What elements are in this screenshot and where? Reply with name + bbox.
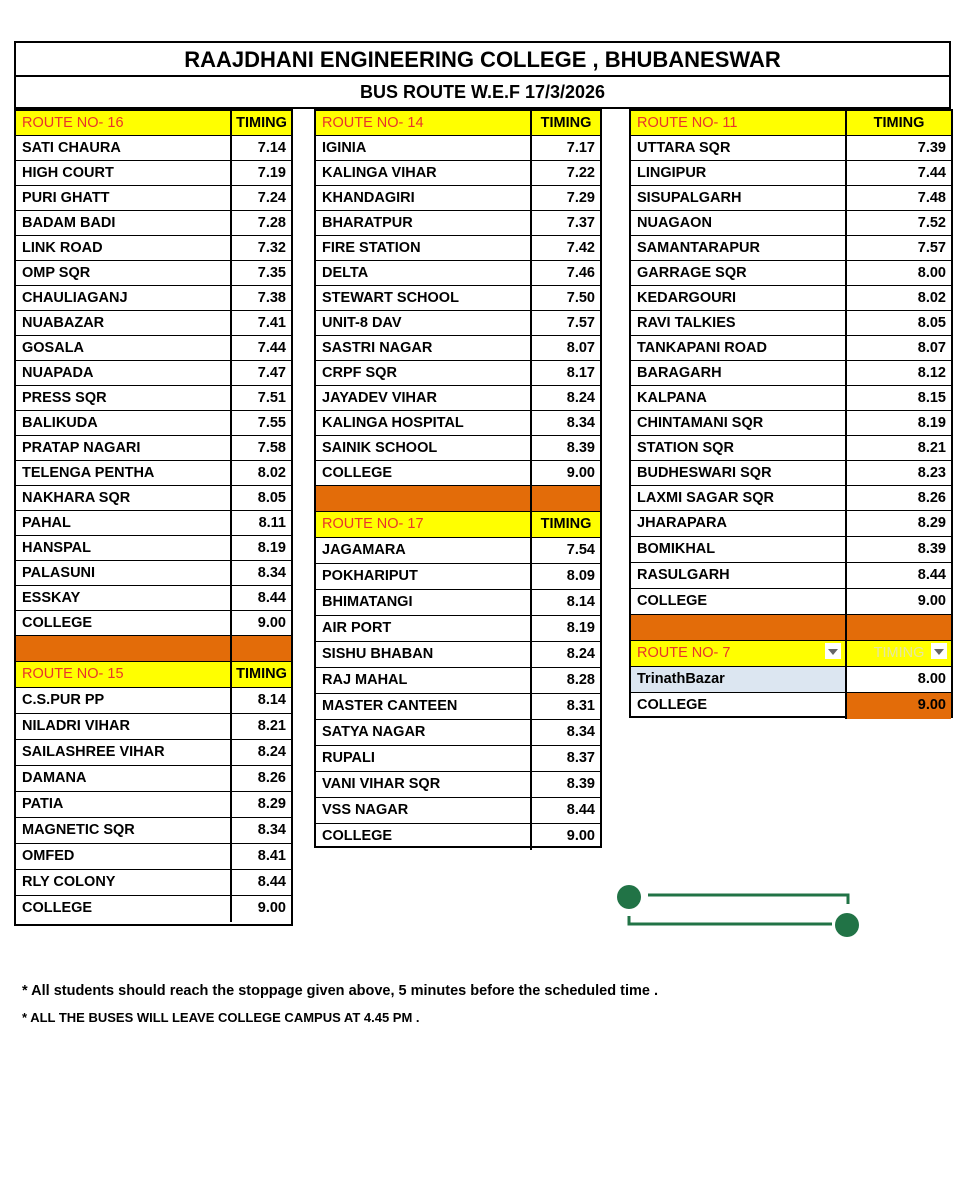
table-row[interactable]: [631, 336, 951, 361]
route-header-label[interactable]: ROUTE NO- 17: [316, 512, 532, 537]
stop-time-cell[interactable]: 8.39: [566, 776, 595, 792]
table-row[interactable]: [316, 590, 600, 616]
stop-name-cell[interactable]: JAYADEV VIHAR: [316, 386, 532, 410]
stop-name-cell[interactable]: C.S.PUR PP: [16, 688, 232, 713]
table-row[interactable]: [16, 740, 291, 766]
table-row[interactable]: [16, 586, 291, 611]
stop-time-cell[interactable]: 8.34: [566, 724, 595, 740]
stop-name-cell[interactable]: BUDHESWARI SQR: [631, 461, 847, 485]
table-row[interactable]: [316, 746, 600, 772]
stop-name-cell[interactable]: JAGAMARA: [316, 538, 532, 563]
stop-time-cell[interactable]: 8.26: [257, 770, 286, 786]
stop-time-cell[interactable]: 7.32: [257, 240, 286, 256]
stop-time-cell[interactable]: 7.39: [917, 140, 946, 156]
college-title: RAAJDHANI ENGINEERING COLLEGE , BHUBANESWAR: [14, 41, 951, 77]
stop-name-cell[interactable]: STEWART SCHOOL: [316, 286, 532, 310]
table-row[interactable]: [631, 161, 951, 186]
stop-name-cell[interactable]: COLLEGE: [316, 461, 532, 485]
stop-name-cell[interactable]: RLY COLONY: [16, 870, 232, 895]
stop-time-cell[interactable]: 8.37: [566, 750, 595, 766]
table-row[interactable]: [631, 236, 951, 261]
stop-name-cell[interactable]: SASTRI NAGAR: [316, 336, 532, 360]
stop-time-cell[interactable]: 7.54: [566, 542, 595, 558]
stop-time-cell[interactable]: 8.19: [566, 620, 595, 636]
table-row[interactable]: [631, 486, 951, 511]
stop-time-cell[interactable]: 7.51: [257, 390, 286, 406]
table-row[interactable]: [631, 261, 951, 286]
table-row[interactable]: [316, 236, 600, 261]
table-row[interactable]: [316, 186, 600, 211]
table-row[interactable]: [631, 537, 951, 563]
table-row[interactable]: [16, 561, 291, 586]
stop-name-cell[interactable]: VANI VIHAR SQR: [316, 772, 532, 797]
r14-header-row[interactable]: [316, 111, 600, 136]
stop-name-cell[interactable]: TANKAPANI ROAD: [631, 336, 847, 360]
stop-name-cell[interactable]: PRATAP NAGARI: [16, 436, 232, 460]
empty-cell[interactable]: [532, 486, 600, 511]
stop-name-cell[interactable]: COLLEGE: [16, 611, 232, 635]
connector-end-handle[interactable]: [835, 913, 859, 937]
stop-name-cell[interactable]: KALPANA: [631, 386, 847, 410]
timing-header[interactable]: TIMING: [847, 111, 951, 135]
stop-name-cell[interactable]: RUPALI: [316, 746, 532, 771]
stop-time-cell[interactable]: 7.44: [917, 165, 946, 181]
stop-name-cell[interactable]: COLLEGE: [16, 896, 232, 922]
stop-time-cell[interactable]: 8.21: [917, 440, 946, 456]
table-row[interactable]: [316, 772, 600, 798]
table-row[interactable]: [631, 361, 951, 386]
stop-name-cell[interactable]: BOMIKHAL: [631, 537, 847, 562]
stop-name-cell[interactable]: CHAULIAGANJ: [16, 286, 232, 310]
highlighted-time-cell[interactable]: 9.00: [847, 693, 951, 719]
table-row[interactable]: [16, 236, 291, 261]
stop-time-cell[interactable]: 8.44: [257, 874, 286, 890]
stop-time-cell[interactable]: 7.22: [566, 165, 595, 181]
stop-time-cell[interactable]: 8.24: [566, 646, 595, 662]
table-row[interactable]: [631, 186, 951, 211]
stop-time-cell[interactable]: 8.26: [917, 490, 946, 506]
stop-time-cell[interactable]: 8.11: [258, 515, 286, 531]
stop-time-cell[interactable]: 8.14: [566, 594, 595, 610]
stop-time-cell[interactable]: 8.29: [917, 515, 946, 531]
empty-cell[interactable]: [316, 486, 532, 511]
stop-time-cell[interactable]: 9.00: [917, 593, 946, 609]
selected-stop-name-cell[interactable]: TrinathBazar: [631, 667, 847, 692]
stop-time-cell[interactable]: 9.00: [566, 465, 595, 481]
table-row[interactable]: [631, 667, 951, 693]
stop-time-cell[interactable]: 7.52: [917, 215, 946, 231]
stop-name-cell[interactable]: PAHAL: [16, 511, 232, 535]
route-header-label[interactable]: ROUTE NO- 7: [631, 641, 847, 666]
table-row[interactable]: [631, 461, 951, 486]
stop-time-cell[interactable]: 7.17: [566, 140, 595, 156]
note-reach-early: * All students should reach the stoppage given above, 5 minutes before the scheduled time .: [22, 983, 658, 999]
table-row[interactable]: [316, 261, 600, 286]
table-row[interactable]: [631, 511, 951, 537]
stop-time-cell[interactable]: 8.44: [566, 802, 595, 818]
table-row[interactable]: [16, 311, 291, 336]
table-row[interactable]: [16, 411, 291, 436]
stop-time-cell[interactable]: 8.02: [917, 290, 946, 306]
stop-time-cell[interactable]: 7.28: [257, 215, 286, 231]
table-row[interactable]: [631, 589, 951, 615]
stop-time-cell[interactable]: 8.31: [566, 698, 595, 714]
stop-name-cell[interactable]: NUABAZAR: [16, 311, 232, 335]
stop-name-cell[interactable]: TELENGA PENTHA: [16, 461, 232, 485]
connector-line-top: [648, 895, 848, 904]
stop-name-cell[interactable]: RASULGARH: [631, 563, 847, 588]
stop-time-cell[interactable]: 7.42: [566, 240, 595, 256]
stop-name-cell[interactable]: JHARAPARA: [631, 511, 847, 536]
table-row[interactable]: [316, 642, 600, 668]
table-row[interactable]: [316, 824, 600, 850]
connector-line-bottom: [629, 916, 832, 924]
table-row[interactable]: [631, 211, 951, 236]
stop-time-cell[interactable]: 9.00: [566, 828, 595, 844]
filter-dropdown-icon[interactable]: [931, 643, 947, 659]
stop-name-cell[interactable]: SATYA NAGAR: [316, 720, 532, 745]
stop-time-cell[interactable]: 8.29: [257, 796, 286, 812]
elbow-connector-shape[interactable]: [612, 880, 864, 942]
stop-time-cell[interactable]: 7.57: [566, 315, 595, 331]
stop-time-cell[interactable]: 9.00: [257, 615, 286, 631]
stop-time-cell[interactable]: 7.44: [257, 340, 286, 356]
stop-name-cell[interactable]: UNIT-8 DAV: [316, 311, 532, 335]
left-column: [14, 109, 293, 926]
stop-time-cell[interactable]: 8.34: [257, 822, 286, 838]
stop-name-cell[interactable]: NILADRI VIHAR: [16, 714, 232, 739]
stop-name-cell[interactable]: LINK ROAD: [16, 236, 232, 260]
stop-name-cell[interactable]: PALASUNI: [16, 561, 232, 585]
stop-time-cell[interactable]: 7.55: [257, 415, 286, 431]
stop-name-cell[interactable]: ESSKAY: [16, 586, 232, 610]
table-row[interactable]: [16, 870, 291, 896]
table-row[interactable]: [16, 261, 291, 286]
stop-name-cell[interactable]: SAINIK SCHOOL: [316, 436, 532, 460]
table-row[interactable]: [316, 720, 600, 746]
route-header-label[interactable]: ROUTE NO- 15: [16, 662, 232, 687]
stop-time-cell[interactable]: 8.09: [566, 568, 595, 584]
table-row[interactable]: [316, 161, 600, 186]
stop-name-cell[interactable]: SAMANTARAPUR: [631, 236, 847, 260]
table-row[interactable]: [316, 361, 600, 386]
table-row[interactable]: [316, 211, 600, 236]
stop-time-cell[interactable]: 8.19: [917, 415, 946, 431]
stop-time-cell[interactable]: 7.46: [566, 265, 595, 281]
stop-time-cell[interactable]: 9.00: [257, 900, 286, 916]
filter-dropdown-icon[interactable]: [825, 643, 841, 659]
stop-time-cell[interactable]: 8.41: [257, 848, 286, 864]
stop-name-cell[interactable]: NUAGAON: [631, 211, 847, 235]
stop-time-cell[interactable]: 7.29: [566, 190, 595, 206]
table-row[interactable]: [631, 693, 951, 719]
stop-time-cell[interactable]: 8.21: [257, 718, 286, 734]
table-row[interactable]: [16, 461, 291, 486]
stop-time-cell[interactable]: 8.24: [566, 390, 595, 406]
stop-time-cell[interactable]: 8.39: [566, 440, 595, 456]
stop-time-cell[interactable]: 8.00: [917, 265, 946, 281]
table-row[interactable]: [16, 211, 291, 236]
stop-time-cell[interactable]: 7.37: [566, 215, 595, 231]
stop-name-cell[interactable]: OMFED: [16, 844, 232, 869]
table-row[interactable]: [16, 896, 291, 922]
stop-time-cell[interactable]: 8.34: [566, 415, 595, 431]
stop-name-cell[interactable]: MAGNETIC SQR: [16, 818, 232, 843]
stop-name-cell[interactable]: NAKHARA SQR: [16, 486, 232, 510]
stop-name-cell[interactable]: POKHARIPUT: [316, 564, 532, 589]
stop-name-cell[interactable]: SATI CHAURA: [16, 136, 232, 160]
bus-route-subtitle: BUS ROUTE W.E.F 17/3/2026: [14, 77, 951, 109]
table-row[interactable]: [16, 136, 291, 161]
stop-time-cell[interactable]: 8.28: [566, 672, 595, 688]
stop-time-cell[interactable]: 7.24: [257, 190, 286, 206]
table-row[interactable]: [316, 136, 600, 161]
stop-name-cell[interactable]: STATION SQR: [631, 436, 847, 460]
table-row[interactable]: [16, 386, 291, 411]
stop-name-cell[interactable]: SISHU BHABAN: [316, 642, 532, 667]
stop-time-cell[interactable]: 7.35: [257, 265, 286, 281]
table-row[interactable]: [16, 688, 291, 714]
empty-filler-row[interactable]: [631, 615, 951, 641]
stop-time-cell[interactable]: 8.17: [566, 365, 595, 381]
table-row[interactable]: [631, 386, 951, 411]
table-row[interactable]: [16, 792, 291, 818]
table-row[interactable]: [631, 311, 951, 336]
note-leave-time: * ALL THE BUSES WILL LEAVE COLLEGE CAMPUS AT 4.45 PM .: [22, 1010, 420, 1025]
stop-name-cell[interactable]: BALIKUDA: [16, 411, 232, 435]
table-row[interactable]: [316, 286, 600, 311]
stop-name-cell[interactable]: FIRE STATION: [316, 236, 532, 260]
stop-name-cell[interactable]: PRESS SQR: [16, 386, 232, 410]
stop-name-cell[interactable]: PURI GHATT: [16, 186, 232, 210]
stop-name-cell[interactable]: KALINGA VIHAR: [316, 161, 532, 185]
stop-name-cell[interactable]: GOSALA: [16, 336, 232, 360]
r16-header-row[interactable]: [16, 111, 291, 136]
chevron-down-icon: [934, 649, 944, 655]
empty-filler-row[interactable]: [16, 636, 291, 662]
r11-header-row[interactable]: [631, 111, 951, 136]
timing-header[interactable]: TIMING: [532, 512, 600, 537]
stop-name-cell[interactable]: KALINGA HOSPITAL: [316, 411, 532, 435]
table-row[interactable]: [316, 336, 600, 361]
stop-time-cell[interactable]: 8.12: [917, 365, 946, 381]
stop-name-cell[interactable]: COLLEGE: [316, 824, 532, 850]
table-row[interactable]: [316, 668, 600, 694]
table-row[interactable]: [316, 461, 600, 486]
stop-name-cell[interactable]: PATIA: [16, 792, 232, 817]
stop-time-cell[interactable]: 8.39: [917, 541, 946, 557]
table-row[interactable]: [16, 486, 291, 511]
stop-name-cell[interactable]: COLLEGE: [631, 589, 847, 614]
stop-time-cell[interactable]: 7.57: [917, 240, 946, 256]
table-row[interactable]: [16, 336, 291, 361]
stop-time-cell[interactable]: 8.34: [257, 565, 286, 581]
table-row[interactable]: [316, 386, 600, 411]
table-row[interactable]: [16, 436, 291, 461]
stop-name-cell[interactable]: SAILASHREE VIHAR: [16, 740, 232, 765]
timing-header[interactable]: TIMING: [532, 111, 600, 135]
chevron-down-icon: [828, 649, 838, 655]
table-row[interactable]: [316, 694, 600, 720]
route-header-label[interactable]: ROUTE NO- 11: [631, 111, 847, 135]
table-row[interactable]: [16, 161, 291, 186]
stop-name-cell[interactable]: GARRAGE SQR: [631, 261, 847, 285]
stop-name-cell[interactable]: RAJ MAHAL: [316, 668, 532, 693]
table-row[interactable]: [316, 616, 600, 642]
timing-header[interactable]: TIMING: [232, 111, 291, 135]
stop-name-cell[interactable]: SISUPALGARH: [631, 186, 847, 210]
timing-header-filter[interactable]: TIMING: [847, 641, 951, 666]
stop-name-cell[interactable]: OMP SQR: [16, 261, 232, 285]
table-row[interactable]: [316, 538, 600, 564]
stop-time-cell[interactable]: 8.24: [257, 744, 286, 760]
table-row[interactable]: [16, 286, 291, 311]
stop-time-cell[interactable]: 7.58: [257, 440, 286, 456]
table-row[interactable]: [16, 818, 291, 844]
table-row[interactable]: [16, 536, 291, 561]
stop-time-cell[interactable]: 7.41: [257, 315, 286, 331]
table-row[interactable]: [316, 436, 600, 461]
table-row[interactable]: [16, 714, 291, 740]
stop-time-cell[interactable]: 8.07: [566, 340, 595, 356]
stop-name-cell[interactable]: BARAGARH: [631, 361, 847, 385]
stop-time-cell[interactable]: 8.05: [257, 490, 286, 506]
table-row[interactable]: [16, 361, 291, 386]
r17-header-row[interactable]: [316, 512, 600, 538]
stop-time-cell[interactable]: 8.19: [257, 540, 286, 556]
stop-name-cell[interactable]: KEDARGOURI: [631, 286, 847, 310]
table-row[interactable]: [631, 563, 951, 589]
stop-name-cell[interactable]: NUAPADA: [16, 361, 232, 385]
table-row[interactable]: [316, 411, 600, 436]
table-row[interactable]: [16, 611, 291, 636]
stop-name-cell[interactable]: DELTA: [316, 261, 532, 285]
table-row[interactable]: [16, 186, 291, 211]
stop-time-cell[interactable]: 8.07: [917, 340, 946, 356]
table-row[interactable]: [631, 136, 951, 161]
stop-time-cell[interactable]: 8.14: [257, 692, 286, 708]
timing-header[interactable]: TIMING: [232, 662, 291, 687]
stop-name-cell[interactable]: UTTARA SQR: [631, 136, 847, 160]
middle-column: [314, 109, 602, 848]
stop-name-cell[interactable]: BHIMATANGI: [316, 590, 532, 615]
r7-header-row[interactable]: [631, 641, 951, 667]
r15-header-row[interactable]: [16, 662, 291, 688]
stop-time-cell[interactable]: 8.23: [917, 465, 946, 481]
stop-time-cell[interactable]: 8.44: [917, 567, 946, 583]
table-row[interactable]: [16, 511, 291, 536]
stop-name-cell[interactable]: RAVI TALKIES: [631, 311, 847, 335]
table-row[interactable]: [631, 411, 951, 436]
stop-time-cell[interactable]: 8.00: [917, 671, 946, 687]
connector-start-handle[interactable]: [617, 885, 641, 909]
table-row[interactable]: [316, 311, 600, 336]
stop-name-cell[interactable]: KHANDAGIRI: [316, 186, 532, 210]
stop-time-cell[interactable]: 7.38: [257, 290, 286, 306]
empty-cell[interactable]: [631, 615, 847, 640]
stop-time-cell[interactable]: 8.15: [917, 390, 946, 406]
right-column: [629, 109, 953, 718]
stop-name-cell[interactable]: CRPF SQR: [316, 361, 532, 385]
stop-name-cell[interactable]: AIR PORT: [316, 616, 532, 641]
table-row[interactable]: [16, 844, 291, 870]
stop-name-cell[interactable]: IGINIA: [316, 136, 532, 160]
stop-name-cell[interactable]: LINGIPUR: [631, 161, 847, 185]
stop-name-cell[interactable]: BADAM BADI: [16, 211, 232, 235]
stop-name-cell[interactable]: LAXMI SAGAR SQR: [631, 486, 847, 510]
empty-cell[interactable]: [847, 615, 951, 640]
table-row[interactable]: [16, 766, 291, 792]
stop-time-cell[interactable]: 7.48: [917, 190, 946, 206]
table-row[interactable]: [631, 436, 951, 461]
table-row[interactable]: [316, 564, 600, 590]
stop-name-cell[interactable]: HIGH COURT: [16, 161, 232, 185]
empty-cell[interactable]: [232, 636, 291, 661]
stop-name-cell[interactable]: CHINTAMANI SQR: [631, 411, 847, 435]
stop-name-cell[interactable]: HANSPAL: [16, 536, 232, 560]
stop-time-cell[interactable]: 8.05: [917, 315, 946, 331]
stop-name-cell[interactable]: BHARATPUR: [316, 211, 532, 235]
stop-time-cell[interactable]: 7.14: [257, 140, 286, 156]
table-row[interactable]: [631, 286, 951, 311]
stop-time-cell[interactable]: 8.44: [257, 590, 286, 606]
empty-filler-row[interactable]: [316, 486, 600, 512]
stop-name-cell[interactable]: DAMANA: [16, 766, 232, 791]
empty-cell[interactable]: [16, 636, 232, 661]
route-header-label[interactable]: ROUTE NO- 16: [16, 111, 232, 135]
stop-name-cell[interactable]: VSS NAGAR: [316, 798, 532, 823]
stop-name-cell[interactable]: MASTER CANTEEN: [316, 694, 532, 719]
stop-time-cell[interactable]: 7.50: [566, 290, 595, 306]
stop-time-cell[interactable]: 8.02: [257, 465, 286, 481]
route-header-label[interactable]: ROUTE NO- 14: [316, 111, 532, 135]
stop-name-cell[interactable]: COLLEGE: [631, 693, 847, 719]
stop-time-cell[interactable]: 7.19: [257, 165, 286, 181]
table-row[interactable]: [316, 798, 600, 824]
stop-time-cell[interactable]: 7.47: [257, 365, 286, 381]
